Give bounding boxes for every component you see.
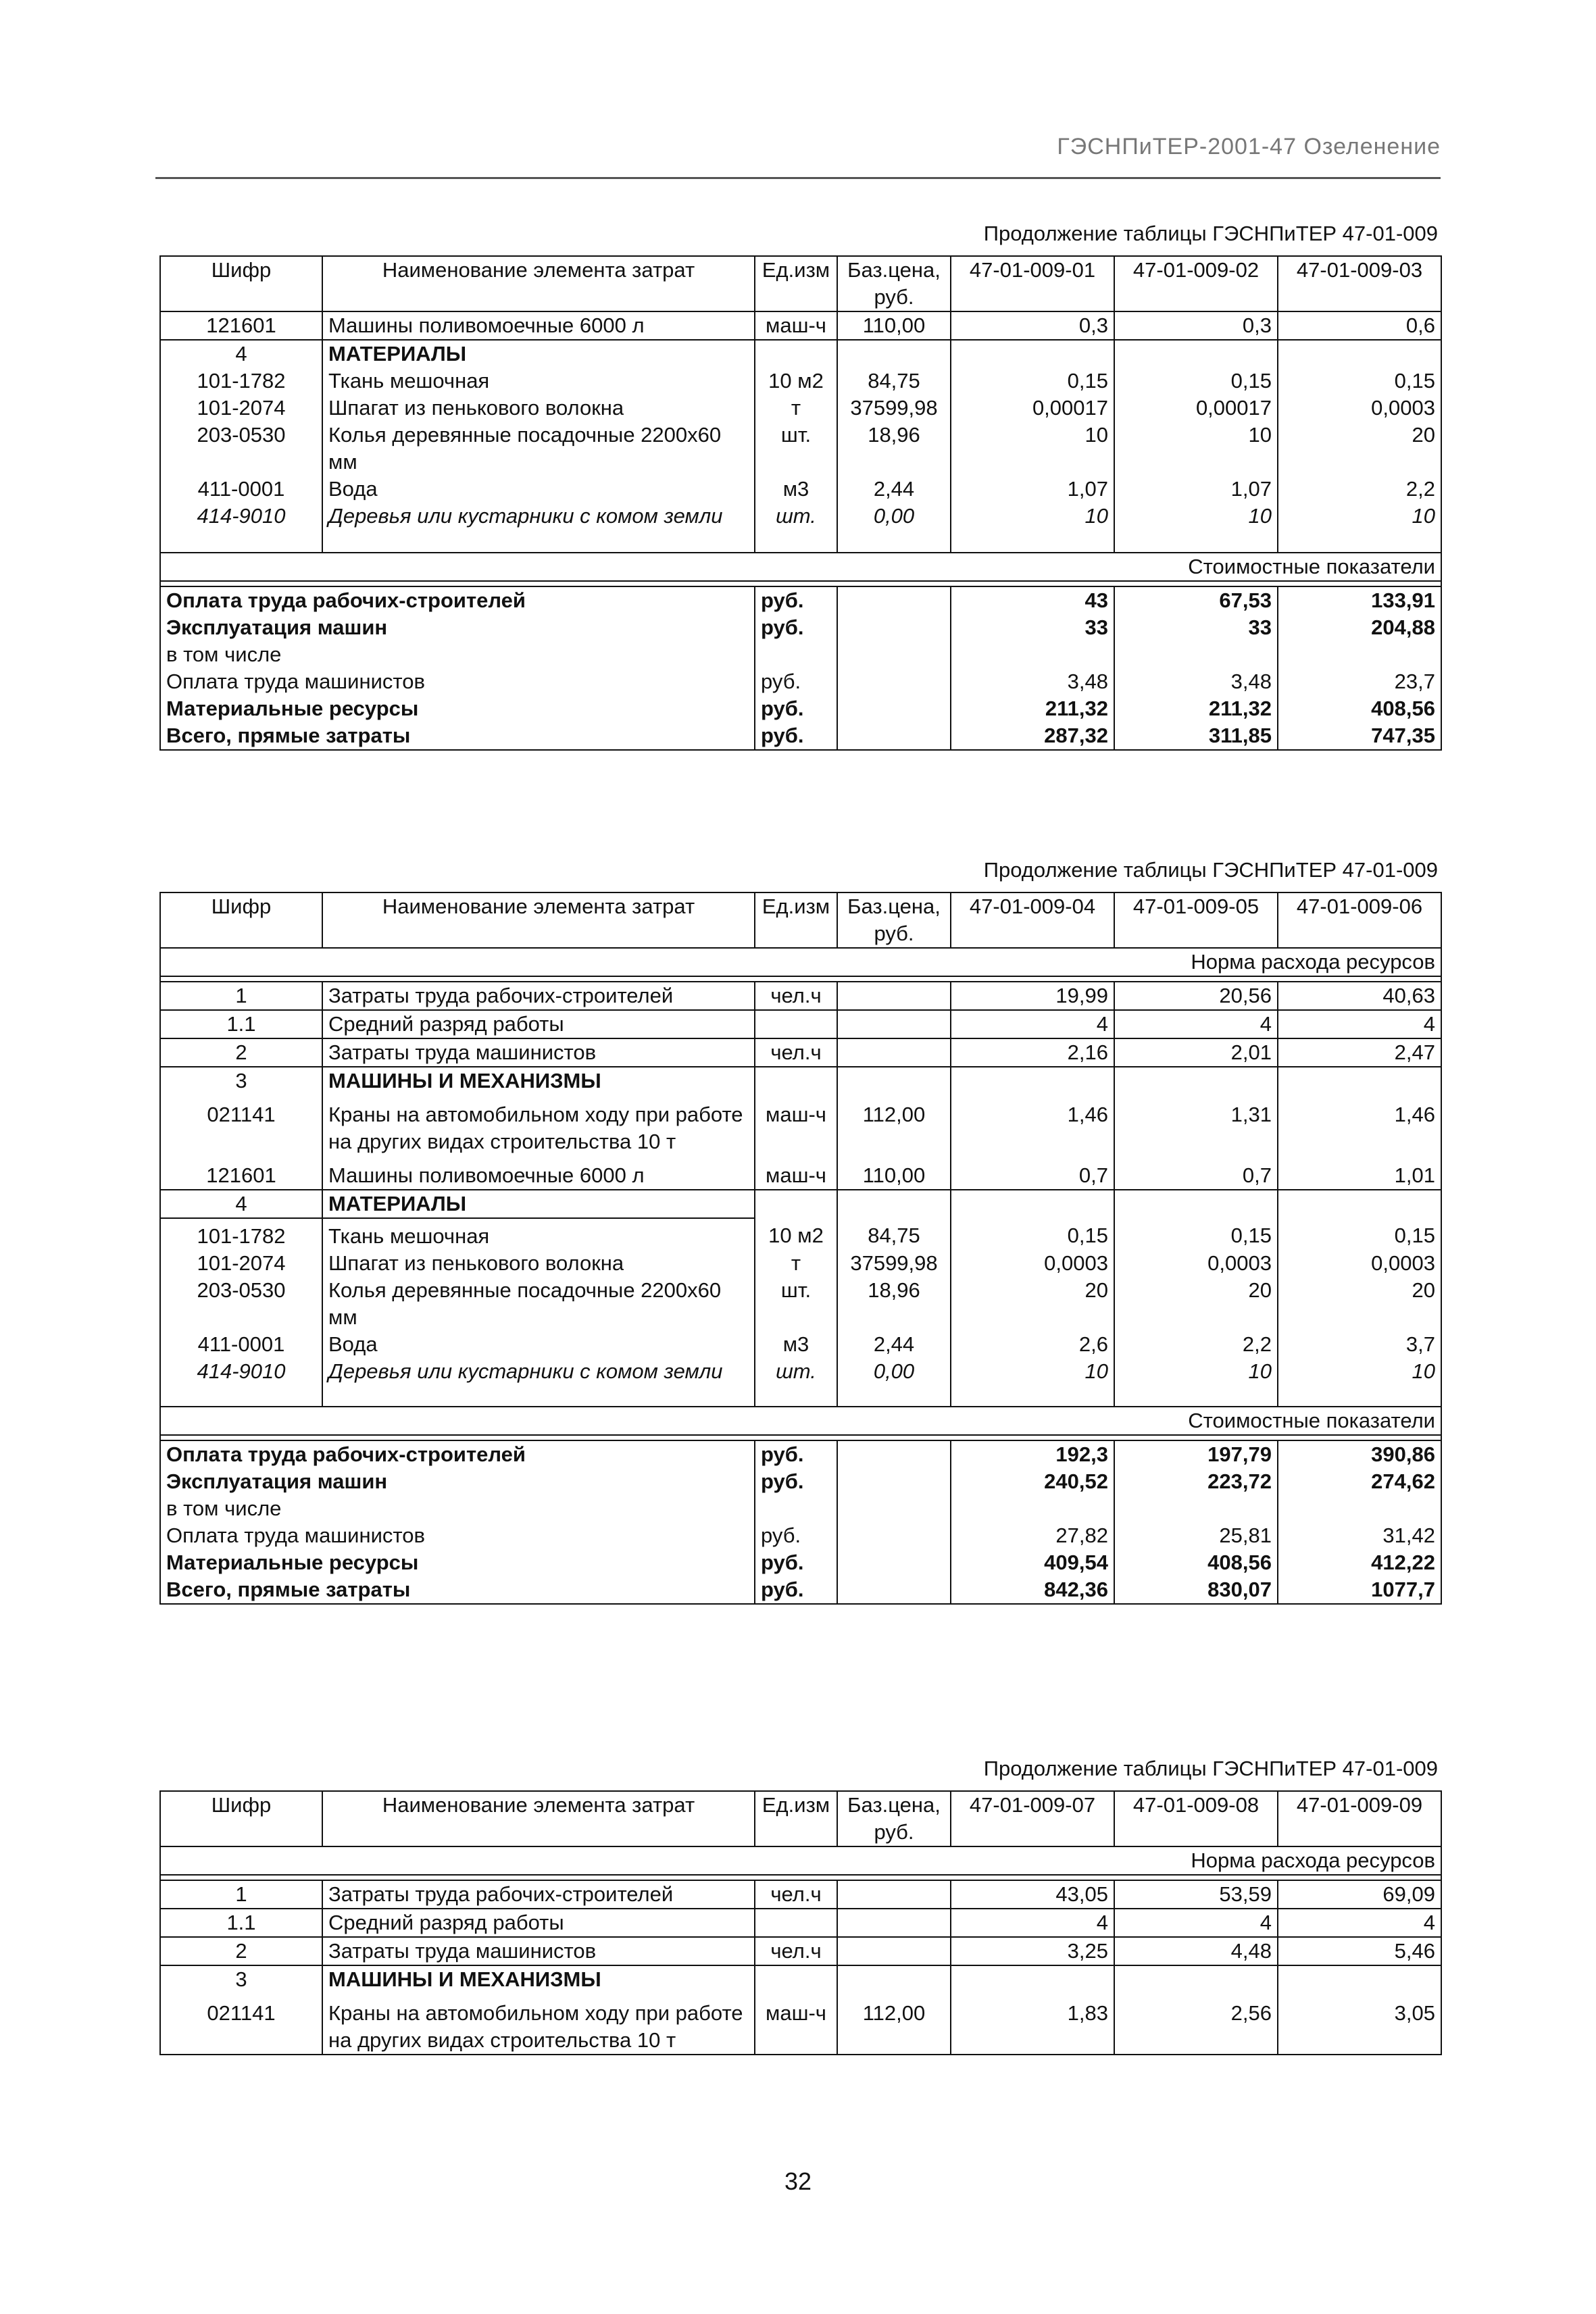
section-code: 3: [160, 1067, 322, 1095]
col-header-code-1: 47-01-009-07: [951, 1791, 1114, 1846]
row-price: 18,96: [837, 1277, 951, 1331]
cost-name: Оплата труда рабочих-строителей: [160, 586, 755, 614]
row-value-2: 10: [1114, 422, 1278, 476]
cost-value-1: 43: [951, 586, 1114, 614]
row-value-3: 0,15: [1278, 368, 1441, 395]
row-price: 2,44: [837, 476, 951, 503]
col-header-code-3: 47-01-009-09: [1278, 1791, 1441, 1846]
cost-unit: руб.: [755, 614, 837, 641]
section-code: 3: [160, 1965, 322, 1993]
col-header-price: Баз.цена, руб.: [837, 256, 951, 311]
row-value-1: 0,00017: [951, 395, 1114, 422]
cost-value-3: 408,56: [1278, 695, 1441, 722]
cost-value-1: 211,32: [951, 695, 1114, 722]
table-row: [160, 1358, 1441, 1385]
resource-table-1: [159, 255, 1442, 751]
row-name: Машины поливомоечные 6000 л: [322, 311, 755, 340]
row-value-2: 1,07: [1114, 476, 1278, 503]
row-value-3: 2,47: [1278, 1038, 1441, 1067]
row-value-2: 10: [1114, 503, 1278, 530]
row-value-2: 2,2: [1114, 1331, 1278, 1358]
row-code: 021141: [160, 1993, 322, 2055]
row-value-1: 1,07: [951, 476, 1114, 503]
cost-name: Всего, прямые затраты: [160, 1576, 755, 1604]
cost-value-2: 408,56: [1114, 1549, 1278, 1576]
cost-unit: руб.: [755, 1549, 837, 1576]
col-header-code-1: 47-01-009-04: [951, 892, 1114, 948]
row-name: Деревья или кустарники с комом земли: [322, 503, 755, 530]
row-value-1: 0,3: [951, 311, 1114, 340]
row-value-3: 10: [1278, 1358, 1441, 1385]
row-price: 37599,98: [837, 1250, 951, 1277]
row-value-2: 0,7: [1114, 1155, 1278, 1190]
row-value-1: 2,6: [951, 1331, 1114, 1358]
cost-name: Эксплуатация машин: [160, 614, 755, 641]
col-header-code-1: 47-01-009-01: [951, 256, 1114, 311]
table-row: [160, 1993, 1441, 2055]
row-value-2: 2,56: [1114, 1993, 1278, 2055]
row-value-2: 0,0003: [1114, 1250, 1278, 1277]
section-row: [160, 1190, 1441, 1218]
row-code: 411-0001: [160, 476, 322, 503]
row-unit: 10 м2: [755, 1218, 837, 1250]
row-code: 121601: [160, 311, 322, 340]
col-header-code-3: 47-01-009-06: [1278, 892, 1441, 948]
cost-name: Материальные ресурсы: [160, 695, 755, 722]
row-unit: маш-ч: [755, 1155, 837, 1190]
row-code: 1: [160, 982, 322, 1010]
cost-value-1: 287,32: [951, 722, 1114, 750]
row-price: 110,00: [837, 311, 951, 340]
row-price: 0,00: [837, 1358, 951, 1385]
cost-section-label: Стоимостные показатели: [160, 553, 1441, 581]
resource-table-2: [159, 892, 1442, 1605]
row-unit: маш-ч: [755, 1993, 837, 2055]
row-value-3: 0,6: [1278, 311, 1441, 340]
row-value-3: 1,46: [1278, 1095, 1441, 1155]
table-row: [160, 1880, 1441, 1909]
col-header-code-2: 47-01-009-05: [1114, 892, 1278, 948]
row-value-3: 10: [1278, 503, 1441, 530]
norm-section-row: [160, 948, 1441, 976]
cost-unit: руб.: [755, 722, 837, 750]
col-header-price: Баз.цена, руб.: [837, 1791, 951, 1846]
section-row: [160, 340, 1441, 368]
row-code: 203-0530: [160, 1277, 322, 1331]
cost-value-1: 240,52: [951, 1468, 1114, 1495]
table-row: [160, 1250, 1441, 1277]
col-header-name: Наименование элемента затрат: [322, 892, 755, 948]
row-value-2: 1,31: [1114, 1095, 1278, 1155]
row-value-2: 0,15: [1114, 1218, 1278, 1250]
cost-value-2: 197,79: [1114, 1440, 1278, 1468]
row-name: Ткань мешочная: [322, 1218, 755, 1250]
continuation-caption: Продолжение таблицы ГЭСНПиТЕР 47-01-009: [983, 1757, 1438, 1780]
row-price: 112,00: [837, 1095, 951, 1155]
row-code: 101-2074: [160, 1250, 322, 1277]
cost-unit: руб.: [755, 668, 837, 695]
table-row: [160, 1331, 1441, 1358]
cost-row: [160, 668, 1441, 695]
continuation-caption: Продолжение таблицы ГЭСНПиТЕР 47-01-009: [983, 858, 1438, 882]
row-name: Колья деревянные посадочные 2200х60 мм: [322, 1277, 755, 1331]
section-title: МАТЕРИАЛЫ: [322, 1190, 755, 1218]
row-value-1: 0,15: [951, 368, 1114, 395]
norm-section-label: Норма расхода ресурсов: [160, 1846, 1441, 1875]
row-value-1: 20: [951, 1277, 1114, 1331]
table-row: [160, 982, 1441, 1010]
row-value-1: 0,7: [951, 1155, 1114, 1190]
row-unit: чел.ч: [755, 982, 837, 1010]
section-title: МАШИНЫ И МЕХАНИЗМЫ: [322, 1067, 755, 1095]
page-number: 32: [784, 2167, 812, 2195]
row-name: Шпагат из пенькового волокна: [322, 395, 755, 422]
cost-name: Оплата труда машинистов: [160, 668, 755, 695]
row-value-2: 10: [1114, 1358, 1278, 1385]
row-code: 2: [160, 1038, 322, 1067]
row-value-3: 5,46: [1278, 1937, 1441, 1965]
row-unit: маш-ч: [755, 1095, 837, 1155]
cost-value-3: 31,42: [1278, 1522, 1441, 1549]
cost-row: [160, 1468, 1441, 1495]
cost-value-3: 274,62: [1278, 1468, 1441, 1495]
row-unit: м3: [755, 1331, 837, 1358]
cost-row: [160, 1522, 1441, 1549]
row-unit: шт.: [755, 1358, 837, 1385]
table-header-row: [160, 892, 1441, 948]
row-value-3: 0,0003: [1278, 1250, 1441, 1277]
row-code: 101-1782: [160, 1218, 322, 1250]
table-row: [160, 368, 1441, 395]
section-title: МАТЕРИАЛЫ: [322, 340, 755, 368]
continuation-caption: Продолжение таблицы ГЭСНПиТЕР 47-01-009: [983, 222, 1438, 245]
col-header-unit: Ед.изм: [755, 1791, 837, 1846]
cost-value-2: 830,07: [1114, 1576, 1278, 1604]
row-name: Машины поливомоечные 6000 л: [322, 1155, 755, 1190]
resource-table-3: [159, 1790, 1442, 2055]
row-value-2: 2,01: [1114, 1038, 1278, 1067]
row-unit: чел.ч: [755, 1038, 837, 1067]
row-value-1: 43,05: [951, 1880, 1114, 1909]
row-value-2: 53,59: [1114, 1880, 1278, 1909]
table-header-row: [160, 1791, 1441, 1846]
row-unit: м3: [755, 476, 837, 503]
cost-value-3: 1077,7: [1278, 1576, 1441, 1604]
table-row: [160, 1010, 1441, 1038]
cost-row: [160, 614, 1441, 641]
cost-value-2: 223,72: [1114, 1468, 1278, 1495]
row-name: Затраты труда рабочих-строителей: [322, 1880, 755, 1909]
col-header-code-2: 47-01-009-08: [1114, 1791, 1278, 1846]
row-value-3: 0,0003: [1278, 395, 1441, 422]
cost-value-3: 204,88: [1278, 614, 1441, 641]
table-row: [160, 1038, 1441, 1067]
row-price: 2,44: [837, 1331, 951, 1358]
section-row: [160, 1067, 1441, 1095]
cost-value-3: 133,91: [1278, 586, 1441, 614]
row-value-3: 2,2: [1278, 476, 1441, 503]
cost-name: Всего, прямые затраты: [160, 722, 755, 750]
norm-section-label: Норма расхода ресурсов: [160, 948, 1441, 976]
row-code: 1.1: [160, 1010, 322, 1038]
row-name: Вода: [322, 476, 755, 503]
row-price: 0,00: [837, 503, 951, 530]
section-row: [160, 1965, 1441, 1993]
row-name: Деревья или кустарники с комом земли: [322, 1358, 755, 1385]
row-value-1: 1,83: [951, 1993, 1114, 2055]
row-value-1: 10: [951, 422, 1114, 476]
row-value-3: 20: [1278, 1277, 1441, 1331]
row-unit: шт.: [755, 422, 837, 476]
row-price: 110,00: [837, 1155, 951, 1190]
row-code: 2: [160, 1937, 322, 1965]
cost-value-1: 33: [951, 614, 1114, 641]
norm-section-row: [160, 1846, 1441, 1875]
row-value-3: 3,7: [1278, 1331, 1441, 1358]
col-header-code-3: 47-01-009-03: [1278, 256, 1441, 311]
cost-row: [160, 641, 1441, 668]
row-unit: шт.: [755, 503, 837, 530]
cost-unit: руб.: [755, 586, 837, 614]
cost-value-3: 23,7: [1278, 668, 1441, 695]
row-value-3: 4: [1278, 1010, 1441, 1038]
section-title: МАШИНЫ И МЕХАНИЗМЫ: [322, 1965, 755, 1993]
table-header-row: [160, 256, 1441, 311]
row-value-2: 4: [1114, 1909, 1278, 1937]
col-header-code: Шифр: [160, 256, 322, 311]
row-value-3: 4: [1278, 1909, 1441, 1937]
running-header: ГЭСНПиТЕР-2001-47 Озеленение: [1057, 134, 1441, 159]
row-value-1: 0,0003: [951, 1250, 1114, 1277]
row-code: 101-2074: [160, 395, 322, 422]
cost-unit: руб.: [755, 1576, 837, 1604]
cost-unit: руб.: [755, 1440, 837, 1468]
cost-row: [160, 586, 1441, 614]
cost-name: в том числе: [160, 641, 755, 668]
cost-value-2: 3,48: [1114, 668, 1278, 695]
row-code: 121601: [160, 1155, 322, 1190]
row-code: 411-0001: [160, 1331, 322, 1358]
row-value-1: 10: [951, 503, 1114, 530]
row-name: Затраты труда машинистов: [322, 1038, 755, 1067]
table-row: [160, 1155, 1441, 1190]
cost-row: [160, 1440, 1441, 1468]
table-row: [160, 1909, 1441, 1937]
row-name: Средний разряд работы: [322, 1010, 755, 1038]
header-rule: [155, 177, 1441, 179]
col-header-name: Наименование элемента затрат: [322, 1791, 755, 1846]
row-unit: т: [755, 395, 837, 422]
table-row: [160, 395, 1441, 422]
row-unit: т: [755, 1250, 837, 1277]
row-value-2: 4: [1114, 1010, 1278, 1038]
cost-name: Материальные ресурсы: [160, 1549, 755, 1576]
row-name: Ткань мешочная: [322, 368, 755, 395]
cost-row: [160, 1495, 1441, 1522]
cost-row: [160, 1549, 1441, 1576]
row-code: 414-9010: [160, 1358, 322, 1385]
col-header-price: Баз.цена, руб.: [837, 892, 951, 948]
row-price: 37599,98: [837, 395, 951, 422]
row-name: Затраты труда рабочих-строителей: [322, 982, 755, 1010]
row-value-2: 20: [1114, 1277, 1278, 1331]
cost-unit: руб.: [755, 1468, 837, 1495]
row-value-1: 4: [951, 1010, 1114, 1038]
cost-unit: руб.: [755, 1522, 837, 1549]
row-name: Средний разряд работы: [322, 1909, 755, 1937]
row-name: Шпагат из пенькового волокна: [322, 1250, 755, 1277]
cost-value-2: 33: [1114, 614, 1278, 641]
cost-name: Эксплуатация машин: [160, 1468, 755, 1495]
row-value-1: 1,46: [951, 1095, 1114, 1155]
table-row: [160, 1277, 1441, 1331]
row-code: 414-9010: [160, 503, 322, 530]
table-row: [160, 476, 1441, 503]
row-value-1: 2,16: [951, 1038, 1114, 1067]
row-value-3: 69,09: [1278, 1880, 1441, 1909]
row-value-3: 20: [1278, 422, 1441, 476]
cost-value-1: 27,82: [951, 1522, 1114, 1549]
row-code: 1.1: [160, 1909, 322, 1937]
row-name: Колья деревянные посадочные 2200х60 мм: [322, 422, 755, 476]
col-header-code-2: 47-01-009-02: [1114, 256, 1278, 311]
cost-value-2: 67,53: [1114, 586, 1278, 614]
row-name: Краны на автомобильном ходу при работе на других видах строительства 10 т: [322, 1993, 755, 2055]
row-value-1: 4: [951, 1909, 1114, 1937]
cost-section-row: [160, 1407, 1441, 1435]
row-price: 18,96: [837, 422, 951, 476]
row-name: Вода: [322, 1331, 755, 1358]
row-unit: 10 м2: [755, 368, 837, 395]
row-value-2: 0,3: [1114, 311, 1278, 340]
table-row: [160, 503, 1441, 530]
cost-value-2: 311,85: [1114, 722, 1278, 750]
col-header-unit: Ед.изм: [755, 256, 837, 311]
table-row: [160, 1218, 1441, 1250]
table-row: [160, 422, 1441, 476]
col-header-name: Наименование элемента затрат: [322, 256, 755, 311]
cost-row: [160, 1576, 1441, 1604]
row-value-1: 10: [951, 1358, 1114, 1385]
row-unit: шт.: [755, 1277, 837, 1331]
cost-name: Оплата труда рабочих-строителей: [160, 1440, 755, 1468]
row-price: 84,75: [837, 368, 951, 395]
row-name: Затраты труда машинистов: [322, 1937, 755, 1965]
row-code: 203-0530: [160, 422, 322, 476]
cost-name: в том числе: [160, 1495, 755, 1522]
row-code: 101-1782: [160, 368, 322, 395]
cost-value-1: 409,54: [951, 1549, 1114, 1576]
section-code: 4: [160, 340, 322, 368]
cost-row: [160, 722, 1441, 750]
row-price: 84,75: [837, 1218, 951, 1250]
cost-value-1: 3,48: [951, 668, 1114, 695]
row-price: 112,00: [837, 1993, 951, 2055]
col-header-code: Шифр: [160, 1791, 322, 1846]
cost-section-label: Стоимостные показатели: [160, 1407, 1441, 1435]
row-value-2: 20,56: [1114, 982, 1278, 1010]
row-code: 1: [160, 1880, 322, 1909]
row-unit: чел.ч: [755, 1880, 837, 1909]
row-unit: маш-ч: [755, 311, 837, 340]
section-code: 4: [160, 1190, 322, 1218]
row-value-2: 0,00017: [1114, 395, 1278, 422]
col-header-code: Шифр: [160, 892, 322, 948]
cost-value-1: 192,3: [951, 1440, 1114, 1468]
row-value-3: 0,15: [1278, 1218, 1441, 1250]
cost-value-2: 25,81: [1114, 1522, 1278, 1549]
row-name: Краны на автомобильном ходу при работе на других видах строительства 10 т: [322, 1095, 755, 1155]
col-header-unit: Ед.изм: [755, 892, 837, 948]
row-unit: чел.ч: [755, 1937, 837, 1965]
cost-value-2: 211,32: [1114, 695, 1278, 722]
row-value-1: 19,99: [951, 982, 1114, 1010]
cost-row: [160, 695, 1441, 722]
table-row: [160, 1095, 1441, 1155]
table-row: [160, 311, 1441, 340]
row-value-3: 3,05: [1278, 1993, 1441, 2055]
row-value-2: 4,48: [1114, 1937, 1278, 1965]
cost-section-row: [160, 553, 1441, 581]
row-value-3: 40,63: [1278, 982, 1441, 1010]
cost-value-1: 842,36: [951, 1576, 1114, 1604]
row-value-1: 0,15: [951, 1218, 1114, 1250]
row-value-1: 3,25: [951, 1937, 1114, 1965]
cost-value-3: 390,86: [1278, 1440, 1441, 1468]
cost-value-3: 412,22: [1278, 1549, 1441, 1576]
cost-unit: руб.: [755, 695, 837, 722]
row-code: 021141: [160, 1095, 322, 1155]
row-value-2: 0,15: [1114, 368, 1278, 395]
cost-value-3: 747,35: [1278, 722, 1441, 750]
table-row: [160, 1937, 1441, 1965]
cost-name: Оплата труда машинистов: [160, 1522, 755, 1549]
row-value-3: 1,01: [1278, 1155, 1441, 1190]
